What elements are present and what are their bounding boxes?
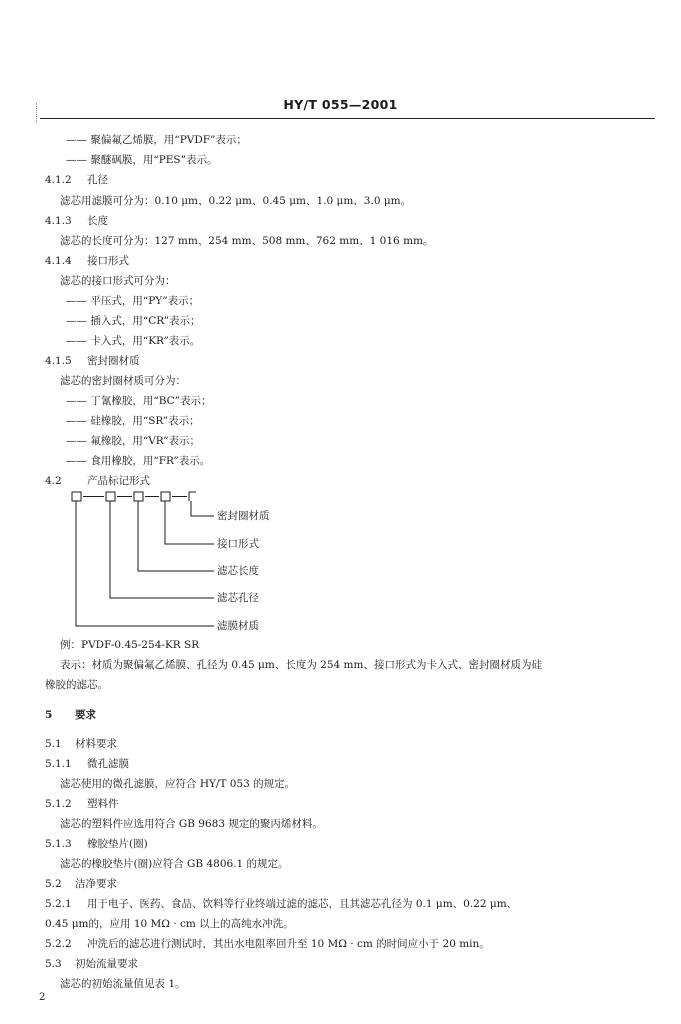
section-number: 4.1.3 [45,215,72,227]
list-item: —— 硅橡胶，用“SR”表示； [66,415,200,427]
paragraph: 0.45 μm的，应用 10 MΩ · cm 以上的高纯水冲洗。 [45,918,294,930]
section-heading-4-1-2 [45,173,108,187]
section-title: 初始流量要求 [75,958,138,970]
section-heading-4-1-5 [45,354,140,368]
paragraph: 滤芯的接口形式可分为： [60,275,176,287]
section-number: 5.3 [45,958,62,970]
section-heading-5 [45,708,96,722]
section-title: 产品标记形式 [87,475,150,487]
list-item: —— 平压式，用“PY”表示； [66,295,200,307]
paragraph-5-2-2 [45,937,490,951]
section-number: 5.1.2 [45,798,72,810]
section-title: 橡胶垫片(圈) [87,838,148,850]
paragraph: 滤芯使用的微孔滤膜，应符合 HY/T 053 的规定。 [60,778,296,790]
section-heading-4-1-4 [45,254,129,268]
section-number: 4.1.2 [45,174,72,186]
section-number: 5.1 [45,738,62,750]
section-heading-4-1-3 [45,214,108,228]
label-membrane-material: 滤膜材质 [217,620,259,632]
list-item: —— 食用橡胶，用“FR”表示。 [66,455,211,467]
label-seal-material: 密封圈材质 [217,510,270,522]
section-title: 接口形式 [87,255,129,267]
label-interface-type: 接口形式 [217,538,259,550]
list-item: —— 聚醚砜膜，用“PES”表示。 [66,154,218,166]
box-interface [161,492,170,501]
section-title: 材料要求 [75,738,117,750]
section-title: 塑料件 [87,798,119,810]
page-header: HY/T 055—2001 [283,97,398,112]
paragraph: 滤芯的密封圈材质可分为： [60,375,186,387]
label-pore-size: 滤芯孔径 [217,592,259,604]
box-membrane [72,492,81,501]
section-number: 5.2 [45,878,62,890]
list-item: —— 氟橡胶，用“VR”表示； [66,435,200,447]
section-heading-5-1-3 [45,837,148,851]
paragraph: 滤芯用滤膜可分为：0.10 μm、0.22 μm、0.45 μm、1.0 μm、3.0 μm。 [60,195,412,207]
paragraph-text: 用于电子、医药、食品、饮料等行业终端过滤的滤芯，且其滤芯孔径为 0.1 μm、0.22 μm、 [87,898,518,910]
section-title: 洁净要求 [75,878,117,890]
section-number: 4.2 [45,475,62,487]
page-number: 2 [39,992,46,1003]
section-number: 5.1.3 [45,838,72,850]
box-seal [189,492,196,501]
section-heading-5-1 [45,737,117,751]
paragraph: 滤芯的长度可分为：127 mm、254 mm、508 mm、762 mm、1 016 mm。 [60,235,434,247]
paragraph: 滤芯的橡胶垫片(圈)应符合 GB 4806.1 的规定。 [60,858,289,870]
paragraph-text: 冲洗后的滤芯进行测试时，其出水电阻率回升至 10 MΩ · cm 的时间应小于 20 min。 [87,938,490,950]
section-number: 5.1.1 [45,758,72,770]
section-heading-4-2 [45,474,150,488]
section-number: 5.2.1 [45,898,72,910]
example-line: 例：PVDF-0.45-254-KR SR [60,639,200,651]
list-item: —— 卡入式，用“KR”表示。 [66,335,201,347]
section-number: 5 [45,709,53,721]
section-number: 4.1.4 [45,255,72,267]
list-item: —— 聚偏氟乙烯膜，用“PVDF”表示； [66,134,247,146]
product-marking-diagram [60,488,320,638]
section-title: 密封圈材质 [87,355,140,367]
paragraph: 橡胶的滤芯。 [45,679,108,691]
paragraph-5-2-1 [45,897,517,911]
section-number: 5.2.2 [45,938,72,950]
section-number: 4.1.5 [45,355,72,367]
section-heading-5-1-1 [45,757,129,771]
section-title: 长度 [87,215,108,227]
box-pore [106,492,115,501]
list-item: —— 插入式，用“CR”表示； [66,315,201,327]
section-title: 微孔滤膜 [87,758,129,770]
section-heading-5-1-2 [45,797,119,811]
label-cartridge-length: 滤芯长度 [217,565,259,577]
list-item: —— 丁氰橡胶，用“BC”表示； [66,395,212,407]
section-title: 要求 [75,709,96,721]
paragraph: 表示：材质为聚偏氟乙烯膜、孔径为 0.45 μm、长度为 254 mm、接口形式为卡入式、密封圈材质为硅 [60,659,542,671]
section-heading-5-2 [45,877,117,891]
header-rule [40,118,655,119]
marking-diagram-lines [60,488,320,638]
paragraph: 滤芯的塑料件应选用符合 GB 9683 规定的聚丙烯材料。 [60,818,323,830]
section-title: 孔径 [87,174,108,186]
section-heading-5-3 [45,957,138,971]
box-length [134,492,143,501]
paragraph: 滤芯的初始流量值见表 1。 [60,978,186,990]
